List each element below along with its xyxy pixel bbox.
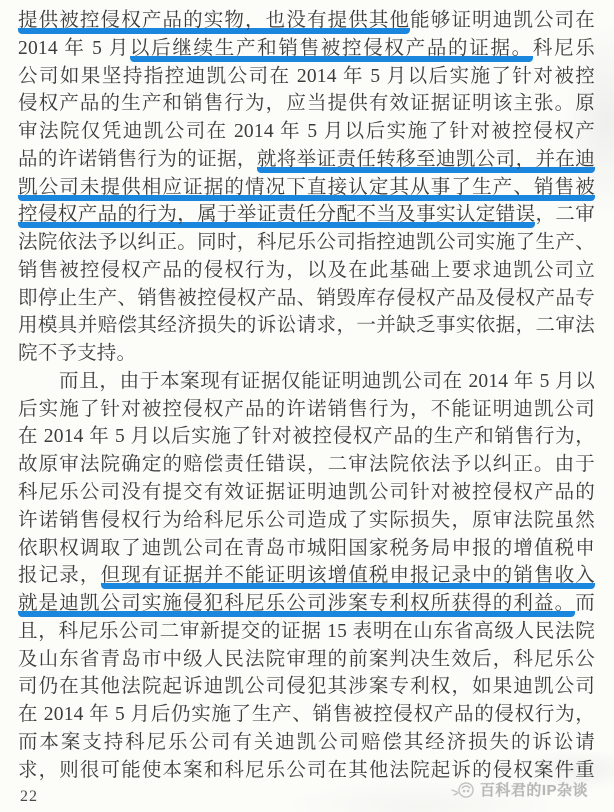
text-line bbox=[18, 590, 595, 618]
text-segment: 求，则很可能使本案和科尼乐公司在其他法院起诉的侵权案件重 bbox=[18, 759, 595, 781]
watermark-logo-icon bbox=[450, 780, 476, 800]
text-line bbox=[18, 701, 595, 729]
text-line bbox=[18, 201, 595, 229]
text-line bbox=[18, 118, 595, 146]
text-segment: 许诺销售侵权行为给科尼乐公司造成了实际损失，原审法院虽然 bbox=[18, 509, 595, 531]
text-segment: 在 2014 年 5 月后仍实施了生产、销售被控侵权产品的侵权行为， bbox=[18, 704, 595, 726]
text-segment: 司仍在其他法院起诉迪凯公司侵犯其涉案专利权，如果迪凯公司 bbox=[18, 676, 595, 698]
text-line bbox=[18, 451, 595, 479]
watermark-label: 百科君的IP杂谈 bbox=[479, 782, 588, 799]
text-line bbox=[18, 174, 595, 202]
text-segment: 且，科尼乐公司二审新提交的证据 15 表明在山东省高级人民法院 bbox=[18, 620, 595, 642]
text-segment: 后实施了针对被控侵权产品的许诺销售行为，不能证明迪凯公司 bbox=[18, 398, 595, 420]
page-number: 22 bbox=[20, 788, 38, 805]
text-line bbox=[18, 368, 595, 396]
blue-underline-highlight: 凯公司未提供相应证据的情况下直接认定其从事了生产、销售被 bbox=[18, 177, 595, 201]
text-segment: 审法院仅凭迪凯公司在 2014 年 5 月以后实施了针对被控侵权产 bbox=[18, 121, 595, 143]
blue-underline-highlight: 就将举证责任转移至迪凯公司，并在迪 bbox=[257, 149, 595, 173]
blue-underline-highlight: 控侵权产品的行为，属于举证责任分配不当及事实认定错误 bbox=[18, 204, 535, 228]
text-segment: 侵权产品的生产和销售行为，应当提供有效证据证明该主张。原 bbox=[18, 93, 595, 115]
text-line bbox=[18, 35, 595, 63]
blue-underline-highlight: 提供被控侵权产品的实物，也没有提供其他 bbox=[18, 10, 410, 34]
text-segment: 用模具并赔偿其经济损失的诉讼请求，一并缺乏事实依据，二审法 bbox=[18, 315, 595, 337]
text-segment: 2014 年 5 月 bbox=[18, 37, 130, 59]
text-segment: 依职权调取了迪凯公司在青岛市城阳国家税务局申报的增值税申 bbox=[18, 537, 595, 559]
text-line bbox=[18, 507, 595, 535]
text-segment: 能够证明迪凯公司在 bbox=[410, 10, 595, 31]
text-line bbox=[18, 479, 595, 507]
text-segment: ，二审 bbox=[535, 204, 595, 226]
text-line bbox=[18, 673, 595, 701]
text-segment: 而 bbox=[575, 593, 595, 615]
text-segment: 销售被控侵权产品的侵权行为，以及在此基础上要求迪凯公司立 bbox=[18, 259, 595, 281]
text-line bbox=[18, 7, 595, 35]
text-line bbox=[18, 562, 595, 590]
text-segment: 即停止生产、销售被控侵权产品、销毁库存侵权产品及侵权产品专 bbox=[18, 287, 595, 309]
text-segment: 院不予支持。 bbox=[18, 343, 137, 365]
blue-underline-highlight: 就是迪凯公司实施侵犯科尼乐公司涉案专利权所获得的利益。 bbox=[18, 593, 575, 617]
blue-underline-highlight: 但现有证据并不能证明该增值税申报记录中的销售收入 bbox=[101, 565, 595, 589]
blue-underline-highlight: 以后继续生产和销售被控侵权产品的证据。 bbox=[130, 38, 533, 62]
text-line bbox=[18, 618, 595, 646]
text-segment: 在 2014 年 5 月以后实施了针对被控侵权产品的生产和销售行为， bbox=[18, 426, 595, 448]
text-line bbox=[18, 396, 595, 424]
text-line bbox=[18, 340, 595, 368]
text-segment: 报记录， bbox=[18, 565, 101, 587]
text-line bbox=[18, 90, 595, 118]
text-segment: 公司如果坚持指控迪凯公司在 2014 年 5 月以后实施了针对被控 bbox=[18, 65, 595, 87]
text-line bbox=[18, 646, 595, 674]
text-line bbox=[18, 285, 595, 313]
text-segment: 而本案支持科尼乐公司有关迪凯公司赔偿其经济损失的诉讼请 bbox=[18, 731, 595, 753]
text-line bbox=[18, 312, 595, 340]
text-line bbox=[18, 146, 595, 174]
text-line bbox=[18, 257, 595, 285]
text-line bbox=[18, 423, 595, 451]
text-line bbox=[18, 535, 595, 563]
text-line bbox=[18, 729, 595, 757]
text-line bbox=[18, 63, 595, 91]
text-line bbox=[18, 229, 595, 257]
text-segment: 品的许诺销售行为的证据， bbox=[18, 148, 257, 170]
text-block bbox=[18, 7, 595, 784]
text-segment: 科尼乐公司没有提交有效证据证明迪凯公司针对被控侵权产品的 bbox=[18, 482, 595, 504]
text-segment: 科尼乐 bbox=[532, 37, 595, 59]
text-segment: 而且，由于本案现有证据仅能证明迪凯公司在 2014 年 5 月以 bbox=[59, 370, 595, 392]
watermark bbox=[450, 779, 588, 800]
text-segment: 及山东省青岛市中级人民法院审理的前案判决生效后，科尼乐公 bbox=[18, 648, 595, 670]
text-segment: 法院依法予以纠正。同时，科尼乐公司指控迪凯公司实施了生产、 bbox=[18, 232, 595, 254]
text-segment: 故原审法院确定的赔偿责任错误，二审法院依法予以纠正。由于 bbox=[18, 454, 595, 476]
